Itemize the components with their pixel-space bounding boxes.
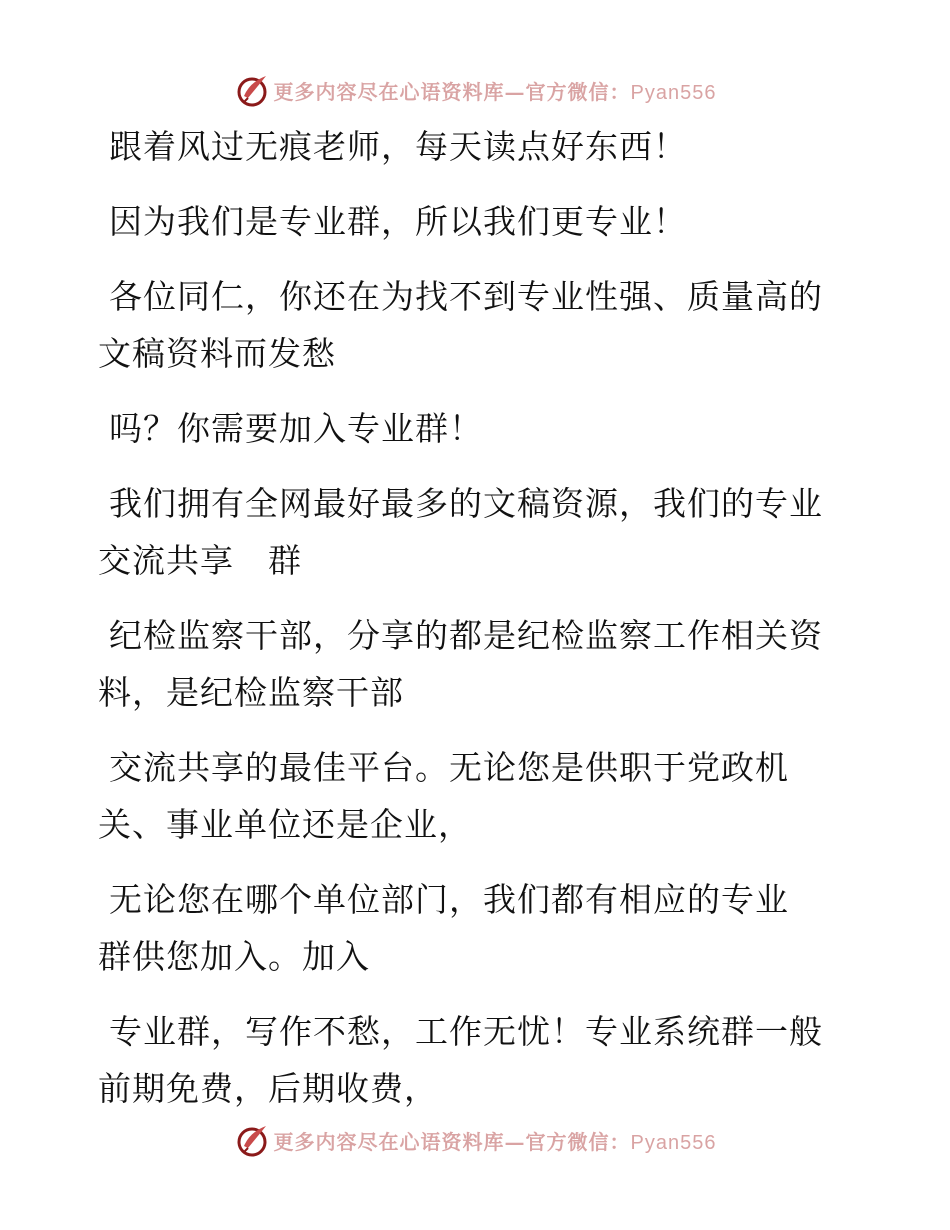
text-line: 专业群，写作不愁，工作无忧！专业系统群一般 <box>109 1012 823 1051</box>
text-line: 吗？你需要加入专业群！ <box>109 409 483 448</box>
paragraph <box>98 193 858 250</box>
text-line: 前期免费，后期收费， <box>98 1069 438 1108</box>
text-line: 文稿资料而发愁 <box>98 334 336 373</box>
paragraph <box>98 607 858 721</box>
text-line: 各位同仁，你还在为找不到专业性强、质量高的 <box>109 277 823 316</box>
footer-watermark <box>0 1120 950 1160</box>
watermark-text: 更多内容尽在心语资料库—官方微信：Pyan556 <box>273 1129 717 1154</box>
paragraph <box>98 871 858 985</box>
text-line: 群供您加入。加入 <box>98 937 370 976</box>
paragraph <box>98 739 858 853</box>
text-line: 交流共享的最佳平台。无论您是供职于党政机 <box>109 748 789 787</box>
text-line: 跟着风过无痕老师，每天读点好东西！ <box>109 127 687 166</box>
paragraph <box>98 1003 858 1117</box>
text-line: 我们拥有全网最好最多的文稿资源，我们的专业 <box>109 484 823 523</box>
paragraph <box>98 268 858 382</box>
quill-logo-icon <box>234 1122 270 1158</box>
text-line: 关、事业单位还是企业， <box>98 805 472 844</box>
text-line: 纪检监察干部，分享的都是纪检监察工作相关资 <box>109 616 823 655</box>
watermark-text: 更多内容尽在心语资料库—官方微信：Pyan556 <box>273 79 717 104</box>
header-watermark <box>0 70 950 110</box>
text-line: 交流共享 群 <box>98 541 302 580</box>
paragraph <box>98 400 858 457</box>
paragraph <box>98 118 858 175</box>
text-line: 料，是纪检监察干部 <box>98 673 404 712</box>
document-body <box>98 118 858 1135</box>
quill-logo-icon <box>234 72 270 108</box>
paragraph <box>98 475 858 589</box>
text-line: 无论您在哪个单位部门，我们都有相应的专业 <box>109 880 789 919</box>
text-line: 因为我们是专业群，所以我们更专业！ <box>109 202 687 241</box>
